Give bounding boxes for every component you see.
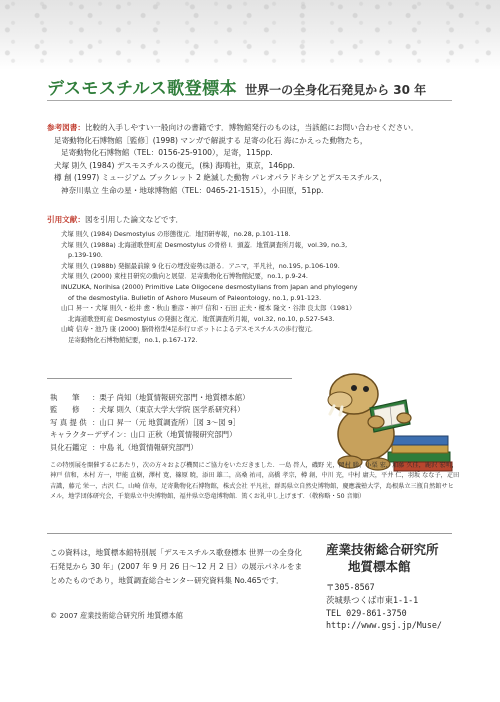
citation-item: 山口 昇一・犬塚 則久・松井 愈・秋山 雅彦・神戸 信和・石田 正夫・榎本 隆文・谷津 良太郎（1981） <box>61 304 356 313</box>
credit-row <box>50 404 250 416</box>
citation-item: 北海道歌登町産 Desmostylus の発掘と復元．地質調査所月報，vol.32, no.10, p.527-543. <box>68 314 335 323</box>
credit-row <box>50 417 250 429</box>
header-texture <box>0 0 500 70</box>
citations-section <box>47 214 467 346</box>
postal-code: 〒305-8567 <box>326 582 375 592</box>
credit-role: 執 筆 <box>50 393 80 402</box>
citation-item: 犬塚 則久 (2000) 束柱目研究の動向と展望．足寄動物化石博物館紀要，no.1, p.9-24. <box>61 272 308 281</box>
citations-label: 引用文献： <box>47 215 85 224</box>
citation-item: INUZUKA, Norihisa (2000) Primitive Late Oligocene desmostylians from Japan and phylogeny <box>61 282 358 291</box>
credit-role: 写 真 提 供 <box>50 417 87 427</box>
telephone: TEL 029-861-3750 <box>326 607 407 618</box>
credit-role: 貝化石鑑定 <box>50 442 87 452</box>
citation-item: 犬塚 則久 (1984) Desmostylus の形態復元．地団研専報，no.28, p.101-118. <box>61 230 291 238</box>
reference-item: 樽 創 (1997) ミュージアム ブックレット 2 絶滅した動物 パレオパラドキシアとデスモスチルス， <box>54 173 388 183</box>
copyright: © 2007 産業技術総合研究所 地質標本館 <box>50 611 183 620</box>
museum-name: 地質標本館 <box>348 559 411 574</box>
website-url[interactable]: http://www.gsj.jp/Muse/ <box>326 620 442 631</box>
credit-value: ：山口 正秋（地質情報研究部門） <box>123 430 237 440</box>
credits-divider <box>47 378 292 379</box>
organization-block <box>326 541 476 632</box>
citation-item: of the desmostylia. Bulletin of Ashoro Museum of Paleontology, no.1, p.91-123. <box>68 293 322 302</box>
address: 茨城県つくば市東1-1-1 <box>326 594 419 605</box>
citations-intro: 図を引用した論文などです． <box>84 215 184 224</box>
document-note: この資料は，地質標本館特別展「デスモスチルス歌登標本 世界一の全身化石発見から 30 年」(2007 年 9 月 26 日〜12 月 2 日）の展示パネルをまとめたものであり，地質調査総合センター研究資料集 No.465です． <box>50 548 303 585</box>
references-label: 参考図書： <box>47 123 85 132</box>
reference-item: 足寄動物化石博物館［監修］(1998) マンガで解説する 足寄の化石 海にかえった動物たち， <box>54 135 368 145</box>
reference-item: 足寄動物化石博物館（TEL：0156-25-9100），足寄，115pp. <box>61 148 273 158</box>
title-main: デスモスチルス歌登標本 <box>47 79 238 99</box>
credit-role: キャラクターデザイン <box>50 430 124 440</box>
references-section <box>47 122 467 198</box>
page-title <box>47 74 467 99</box>
references-intro: 比較的入手しやすい一般向けの書籍です．博物館発行のものは，当該館にお問い合わせください． <box>84 123 419 132</box>
reference-item: 犬塚 則久 (1984) デスモスチルスの復元，(株) 海鳴社，東京，146pp. <box>54 160 295 170</box>
citation-item: p.139-190. <box>68 251 103 260</box>
reference-item: 神奈川県立 生命の星・地球博物館（TEL：0465-21-1515），小田原，51pp. <box>61 185 324 195</box>
citations-list <box>47 229 467 346</box>
title-divider <box>47 100 452 101</box>
citation-item: 足寄動物化石博物館紀要，no.1, p.167-172. <box>68 335 198 344</box>
credits-block <box>50 392 250 454</box>
citation-item: 犬塚 則久 (1988b) 発掘最前線 9 化石の埋没姿勢は語る．アニマ，平凡社，no.195, p.106-109. <box>61 261 340 270</box>
credit-row <box>50 429 250 441</box>
credit-value: ：栗子 尚知（地質情報研究部門・地質標本館） <box>92 393 250 402</box>
acknowledgements: この特別展を開催するにあたり，次の方々および機関にご協力をいただきました．一島 啓人，磯野 光，岡村 聡，小栗 宏，加藤 久佳，鹿沢 宏明，神戸 信和，木村 方一，甲能 直樹，澤村 寛，篠原 暁，添田 雄二，高桑 祐司，高橋 孝宗，樽 創，中川 充，中村 庸夫，平井 仁，羽坂 なな子，疋田 吉識，藤元 栄一，古沢 仁，山崎 信寿，足寄動物化石博物館，株式会社 平凡社，群馬県立自然史博物館，慶應義塾大学，島根県立三瓶自然館サヒメル，地学団体研究会，千葉県立中央博物館，福井県立恐竜博物館．篤くお礼申し上げます．（敬称略・50 音順） <box>50 462 460 501</box>
citation-item: 山崎 信寿・池乃 康 (2000) 脳骨格型4足歩行ロボットによるデスモスチルスの歩行復元． <box>61 325 318 334</box>
citation-item: 犬塚 則久 (1988a) 北海道歌登町産 Desmostylus の骨格 I．頭蓋．地質調査所月報，vol.39, no.3, <box>61 240 348 249</box>
credit-row <box>50 442 250 454</box>
credit-value: ：犬塚 則久（東京大学大学院 医学系研究科） <box>92 405 245 415</box>
organization-name: 産業技術総合研究所 <box>326 542 439 557</box>
credit-value: ：中島 礼（地質情報研究部門） <box>92 442 198 452</box>
footer-divider <box>47 533 452 534</box>
title-subtitle: 世界一の全身化石発見から 30 年 <box>245 83 427 97</box>
credit-role: 監 修 <box>50 405 80 415</box>
credit-row <box>50 392 250 404</box>
credit-value: ：山口 昇一（元 地質調査所）［図 3〜図 9］ <box>92 417 241 427</box>
